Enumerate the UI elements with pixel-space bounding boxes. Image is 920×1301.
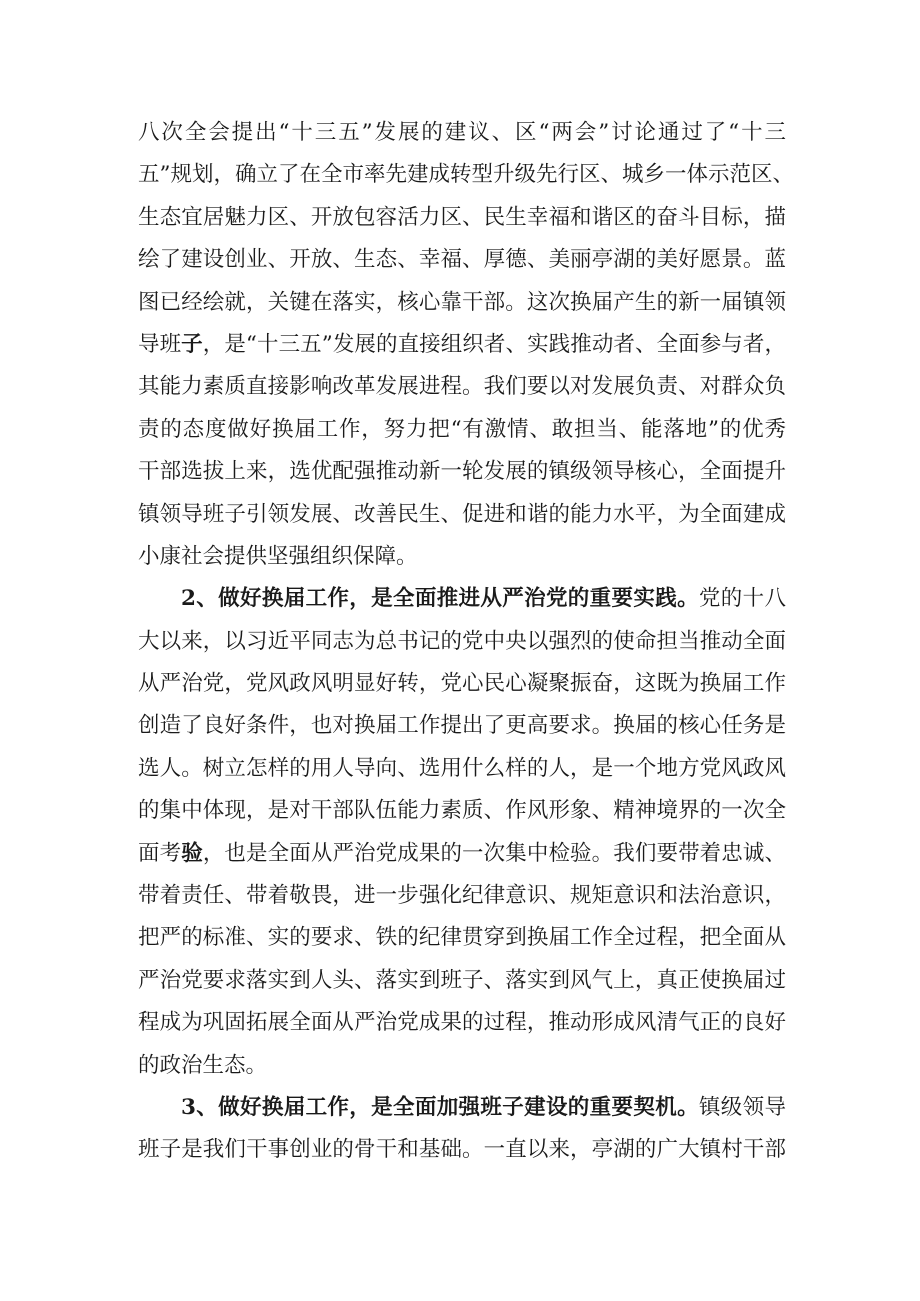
text-span: 小康社会提供坚强组织保障。 bbox=[138, 543, 418, 569]
text-span: 责的态度做好换届工作，努力把“有激情、敢担当、能落地”的优秀 bbox=[138, 416, 786, 442]
text-line bbox=[138, 705, 786, 747]
text-span: 带着责任、带着敬畏，进一步强化纪律意识、规矩意识和法治意识， bbox=[138, 883, 786, 909]
text-span: 干部选拔上来，选优配强推动新一轮发展的镇级领导核心，全面提升 bbox=[138, 459, 786, 485]
text-span: 班子是我们干事创业的骨干和基础。一直以来，亭湖的广大镇村干部 bbox=[138, 1137, 786, 1163]
paragraph-1 bbox=[138, 112, 794, 578]
text-span: ，是“十三五”发展的直接组织者、实践推动者、全面参与者， bbox=[202, 331, 786, 357]
text-span: 程成为巩固拓展全面从严治党成果的过程，推动形成风清气正的良好 bbox=[138, 1010, 786, 1036]
text-line bbox=[138, 790, 786, 832]
text-line bbox=[138, 960, 786, 1002]
text-span: 严治党要求落实到人头、落实到班子、落实到风气上，真正使换届过 bbox=[138, 967, 786, 993]
text-span: 选人。树立怎样的用人导向、选用什么样的人，是一个地方党风政风 bbox=[138, 755, 786, 781]
text-line bbox=[138, 494, 786, 536]
text-span: 图已经绘就，关键在落实，核心靠干部。这次换届产生的新一届镇领 bbox=[138, 289, 786, 315]
text-line bbox=[138, 154, 794, 196]
document-body bbox=[138, 112, 794, 1172]
text-line bbox=[138, 536, 786, 578]
section-heading: 2、做好换届工作，是全面推进从严治党的重要实践。 bbox=[181, 586, 699, 612]
paragraph-2 bbox=[138, 578, 786, 1087]
text-span: 从严治党，党风政风明显好转，党心民心凝聚振奋，这既为换届工作 bbox=[138, 671, 786, 697]
text-span: 的集中体现，是对干部队伍能力素质、作风形象、精神境界的一次全 bbox=[138, 798, 786, 824]
bold-text-span: 验 bbox=[181, 840, 203, 866]
text-span: ，也是全面从严治党成果的一次集中检验。我们要带着忠诚、 bbox=[202, 840, 786, 866]
text-line bbox=[138, 1002, 786, 1044]
text-span: 生态宜居魅力区、开放包容活力区、民生幸福和谐区的奋斗目标，描 bbox=[138, 204, 786, 230]
text-line bbox=[138, 1087, 786, 1129]
section-heading: 3、做好换届工作，是全面加强班子建设的重要契机。 bbox=[181, 1094, 699, 1120]
text-span: 面考 bbox=[138, 840, 182, 866]
text-line bbox=[138, 1129, 786, 1171]
text-span: 导班 bbox=[138, 331, 182, 357]
text-line bbox=[138, 239, 786, 281]
text-span: 绘了建设创业、开放、生态、幸福、厚德、美丽亭湖的美好愿景。蓝 bbox=[138, 247, 786, 273]
text-line bbox=[138, 621, 786, 663]
text-line bbox=[138, 324, 786, 366]
text-line bbox=[138, 578, 786, 620]
text-line bbox=[138, 366, 786, 408]
text-span: 创造了良好条件，也对换届工作提出了更高要求。换届的核心任务是 bbox=[138, 713, 786, 739]
text-span: 镇级领导 bbox=[698, 1094, 786, 1120]
text-line bbox=[138, 409, 786, 451]
text-span: 五”规划，确立了在全市率先建成转型升级先行区、城乡一体示范区、 bbox=[138, 162, 794, 188]
text-line bbox=[138, 663, 786, 705]
paragraph-3 bbox=[138, 1087, 786, 1172]
bold-text-span: 子 bbox=[181, 331, 203, 357]
text-line bbox=[138, 917, 786, 959]
text-line bbox=[138, 875, 786, 917]
text-span: 党的十八 bbox=[698, 586, 786, 612]
text-span: 其能力素质直接影响改革发展进程。我们要以对发展负责、对群众负 bbox=[138, 374, 786, 400]
text-line bbox=[138, 451, 786, 493]
text-line bbox=[138, 197, 786, 239]
text-span: 镇领导班子引领发展、改善民生、促进和谐的能力水平，为全面建成 bbox=[138, 501, 786, 527]
text-span: 大以来，以习近平同志为总书记的党中央以强烈的使命担当推动全面 bbox=[138, 628, 786, 654]
text-line bbox=[138, 1045, 786, 1087]
text-line bbox=[138, 282, 786, 324]
text-span: 的政治生态。 bbox=[138, 1052, 268, 1078]
text-line bbox=[138, 748, 786, 790]
text-span: 八次全会提出“十三五”发展的建议、区“两会”讨论通过了“十三 bbox=[138, 120, 786, 145]
text-line bbox=[138, 112, 786, 154]
text-span: 把严的标准、实的要求、铁的纪律贯穿到换届工作全过程，把全面从 bbox=[138, 925, 786, 951]
text-line bbox=[138, 833, 786, 875]
